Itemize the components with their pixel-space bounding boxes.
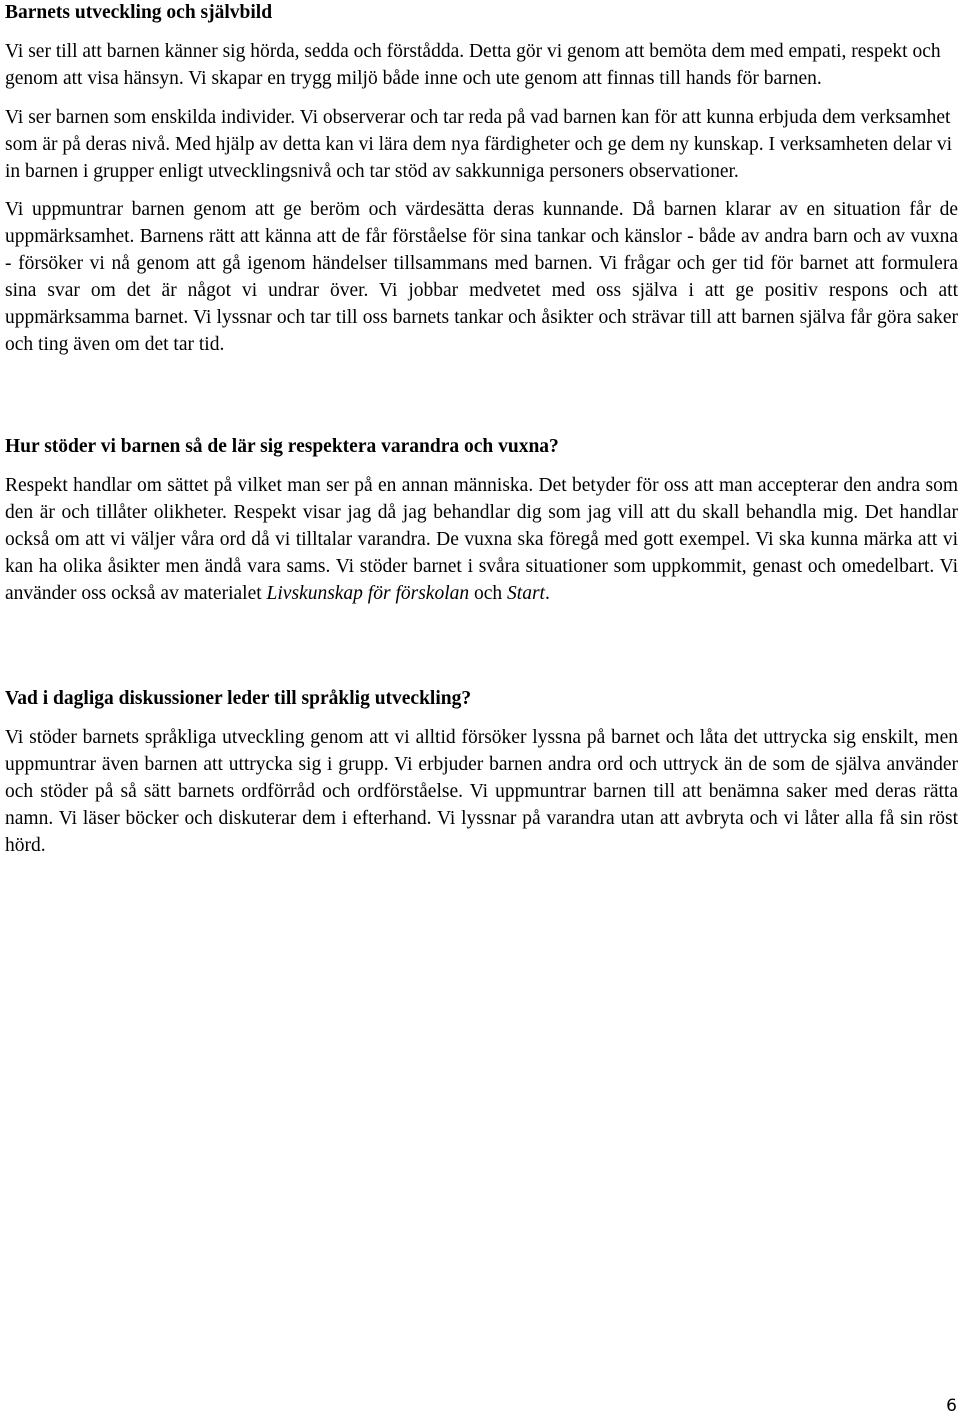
material-title-livskunskap: Livskunskap för förskolan	[266, 583, 470, 604]
paragraph-language: Vi stöder barnets språkliga utveckling genom att vi alltid försöker lyssna på barnet och låta det uttrycka sig enskilt, men uppmuntrar även barnen att uttrycka sig i grupp. Vi erbjuder barnen andra ord och uttryck än de som de själva använder och stöder på så sätt barnets ordförråd och ordförståelse. Vi uppmuntrar barnen till att benämna saker med deras rätta namn. Vi läser böcker och diskuterar dem i efterhand. Vi lyssnar på varandra utan att avbryta och vi låter alla få sin röst hörd.	[5, 727, 958, 856]
paragraph-development-intro: Vi ser till att barnen känner sig hörda, sedda och förstådda. Detta gör vi genom att bemöta dem med empati, respekt och genom att visa hänsyn. Vi skapar en trygg miljö både inne och ute genom att finnas till hands för barnen.	[5, 41, 941, 89]
document-page	[5, 0, 958, 859]
section-heading-language: Vad i dagliga diskussioner leder till språklig utveckling?	[5, 688, 472, 709]
page-number: 6	[946, 1396, 957, 1416]
section-heading-respect: Hur stöder vi barnen så de lär sig respektera varandra och vuxna?	[5, 436, 559, 457]
section-heading-development: Barnets utveckling och självbild	[5, 2, 273, 23]
paragraph-respect-text: Respekt handlar om sättet på vilket man ser på en annan människa. Det betyder för oss att man accepterar den andra som den är och tillåter olikheter. Respekt visar jag då jag behandlar dig som jag vill att du skall behandla mig. Det handlar också om att vi väljer våra ord då vi tilltalar varandra. De vuxna ska föregå med gott exempel. Vi ska kunna märka att vi kan ha olika åsikter men ändå vara sams. Vi stöder barnet i svåra situationer som uppkommit, genast och omedelbart. Vi använder oss också av materialet	[5, 475, 958, 604]
paragraph-respect-end: .	[544, 583, 550, 604]
paragraph-respect-connector: och	[469, 583, 508, 604]
paragraph-individuals: Vi ser barnen som enskilda individer. Vi observerar och tar reda på vad barnen kan för att kunna erbjuda dem verksamhet som är på deras nivå. Med hjälp av detta kan vi lära dem nya färdigheter och ge dem ny kunskap. I verksamheten delar vi in barnen i grupper enligt utvecklingsnivå och tar stöd av sakkunniga personers observationer.	[5, 107, 953, 182]
paragraph-encouragement: Vi uppmuntrar barnen genom att ge beröm och värdesätta deras kunnande. Då barnen klarar av en situation får de uppmärksamhet. Barnens rätt att känna att de får förståelse för sina tankar och känslor - både av andra barn och av vuxna - försöker vi nå genom att gå igenom händelser tillsammans med barnen. Vi frågar och ger tid för barnet att formulera sina svar om det är något vi undrar över. Vi jobbar medvetet med oss själva i att ge positiv respons och att uppmärksamma barnet. Vi lyssnar och tar till oss barnets tankar och åsikter och strävar till att barnen själva får göra saker och ting även om det tar tid.	[5, 199, 958, 355]
paragraph-respect	[5, 472, 958, 607]
material-title-start: Start	[507, 583, 545, 604]
